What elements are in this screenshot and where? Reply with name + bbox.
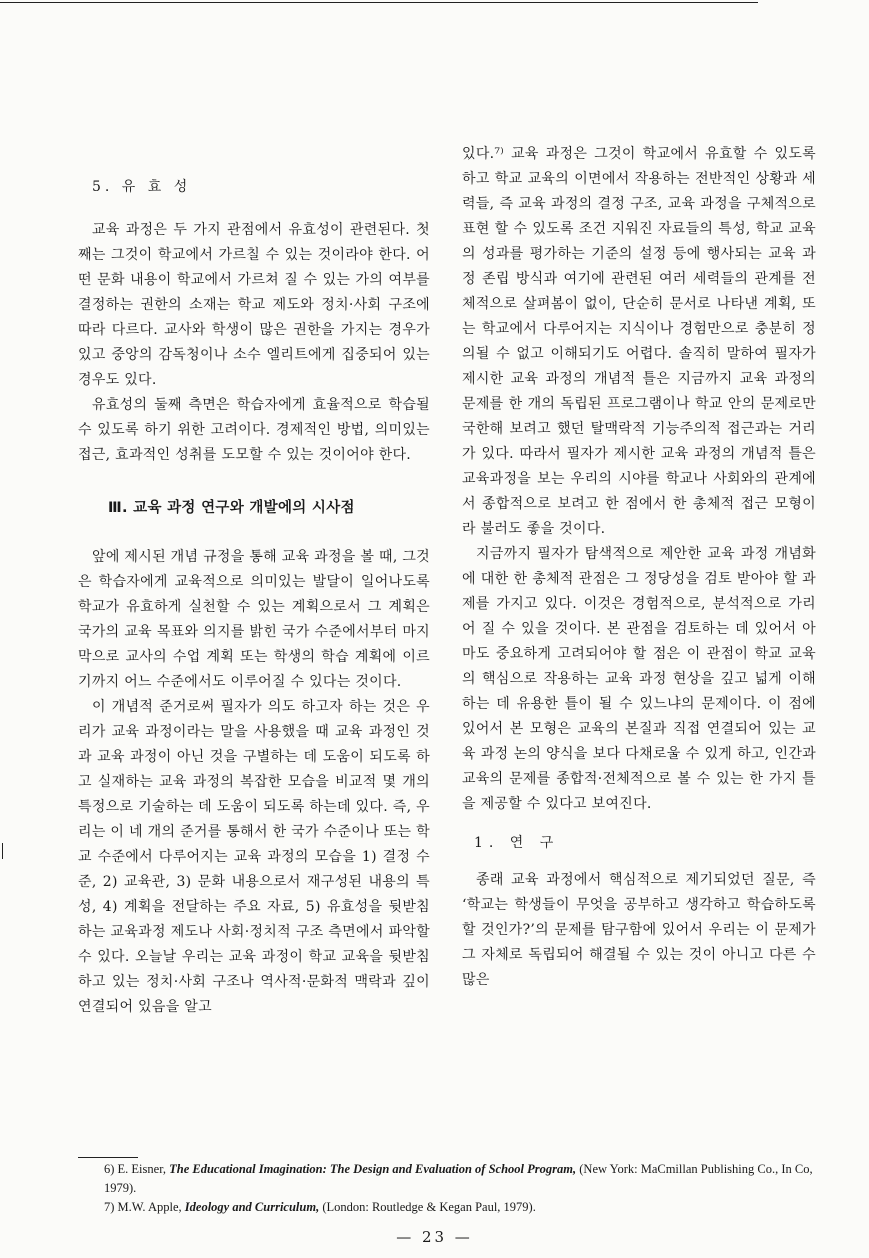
footnote-7-publisher: (London: Routledge & Kegan Paul, 1979). — [319, 1200, 536, 1214]
footnote-6-title: The Educational Imagination: The Design and Evaluation of School Program, — [169, 1162, 577, 1176]
section-3-paragraph-2-continued: 있다.⁷⁾ 교육 과정은 그것이 학교에서 유효할 수 있도록 하고 학교 교육의 이면에서 작용하는 전반적인 상황과 세력들, 즉 교육 과정의 결정 구조, 교육 과정을 구체적으로 표현 할 수 있도록 조건 지워진 자료들의 특성, 학교 교육의 성과를 평가하는 기준의 설정 등에 행사되는 교육 과정 존립 방식과 여기에 관련된 여러 세력들의 관계를 전체적으로 살펴봄이 없이, 단순히 문서로 나타낸 계획, 또는 학교에서 다루어지는 지식이나 경험만으로 충분히 정의될 수 없고 이해되기도 어렵다. 솔직히 말하여 필자가 제시한 교육 과정의 개념적 틀은 지금까지 교육 과정의 문제를 한 개의 독립된 프로그램이나 학교 안의 문제로만 국한해 보려고 했던 탈맥락적 기능주의적 접근과는 거리가 있다. 따라서 필자가 제시한 교육 과정의 개념적 틀은 교육과정을 보는 우리의 시야를 학교나 사회와의 관계에서 종합적으로 보려고 한 점에서 한 총체적 접근 모형이라 불러도 좋을 것이다. — [462, 146, 816, 537]
footnote-7-title: Ideology and Curriculum, — [184, 1200, 320, 1214]
footnote-6-author: 6) E. Eisner, — [104, 1162, 170, 1176]
section-5-paragraph-1: 교육 과정은 두 가지 관점에서 유효성이 관련된다. 첫째는 그것이 학교에서 가르칠 수 있는 것이라야 한다. 어떤 문화 내용이 학교에서 가르쳐 질 수 있는 가의 여부를 결정하는 권한의 소재는 학교 제도와 정치·사회 구조에 따라 다르다. 교사와 학생이 많은 권한을 가지는 경우가 있고 중앙의 감독청이나 소수 엘리트에게 집중되어 있는 경우도 있다. — [78, 222, 430, 388]
page-number: — 23 — — [396, 1228, 473, 1246]
footnote-6 — [78, 1160, 816, 1198]
section-3-paragraph-3: 지금까지 필자가 탐색적으로 제안한 교육 과정 개념화에 대한 한 총체적 관점은 그 정당성을 검토 받아야 할 과제를 가지고 있다. 이것은 경험적으로, 분석적으로 가리어 질 수 있을 것이다. 본 관점을 검토하는 데 있어서 아마도 중요하게 고려되어야 할 점은 이 관점이 학교 교육의 핵심으로 작용하는 교육 과정 현상을 깊고 넓게 이해하는 데 유용한 틀이 될 수 있느냐의 문제이다. 이 점에 있어서 본 모형은 교육의 본질과 직접 연결되어 있는 교육 과정 논의 양식을 보다 다채로울 수 있게 하고, 인간과 교육의 문제를 종합적·전체적으로 볼 수 있는 한 가지 틀을 제공할 수 있다고 보여진다. — [462, 546, 816, 812]
subsection-1-heading: 1. 연 구 — [474, 835, 560, 851]
scan-edge-mark — [2, 843, 3, 859]
section-5-paragraph-2: 유효성의 둘째 측면은 학습자에게 효율적으로 학습될 수 있도록 하기 위한 고려이다. 경제적인 방법, 의미있는 접근, 효과적인 성취를 도모할 수 있는 것이어야 한다. — [78, 397, 430, 463]
footnote-7-author: 7) M.W. Apple, — [104, 1200, 185, 1214]
left-column — [78, 175, 430, 1020]
section-3-heading: Ⅲ. 교육 과정 연구와 개발에의 시사점 — [108, 500, 355, 516]
footnotes — [78, 1160, 816, 1217]
top-rule — [0, 2, 758, 3]
footnote-6-publisher: (New York: MaCmillan Publishing Co., In Co, 1979). — [104, 1162, 813, 1195]
section-5-heading: 5. 유 효 성 — [92, 179, 192, 195]
right-column — [462, 142, 816, 993]
section-3-paragraph-1: 앞에 제시된 개념 규정을 통해 교육 과정을 볼 때, 그것은 학습자에게 교육적으로 의미있는 발달이 일어나도록 학교가 유효하게 실천할 수 있는 계획으로서 그 계획은 국가의 교육 목표와 의지를 밝힌 국가 수준에서부터 마지막으로 교사의 수업 계획 또는 학생의 학습 계획에 이르기까지 어느 수준에서도 이루어질 수 있다는 것이다. — [78, 549, 430, 690]
subsection-1-paragraph-1: 종래 교육 과정에서 핵심적으로 제기되었던 질문, 즉 ‘학교는 학생들이 무엇을 공부하고 생각하고 학습하도록 할 것인가?’의 문제를 탐구함에 있어서 우리는 이 문제가 그 자체로 독립되어 해결될 수 있는 것이 아니고 다른 수 많은 — [462, 872, 816, 988]
footnote-7 — [78, 1198, 816, 1217]
section-3-paragraph-2: 이 개념적 준거로써 필자가 의도 하고자 하는 것은 우리가 교육 과정이라는 말을 사용했을 때 교육 과정인 것과 교육 과정이 아닌 것을 구별하는 데 도움이 되도록 하고 실재하는 교육 과정의 복잡한 모습을 비교적 몇 개의 특정으로 기술하는 데 도움이 되도록 하는데 있다. 즉, 우리는 이 네 개의 준거를 통해서 한 국가 수준이나 또는 학교 수준에서 다루어지는 교육 과정의 모습을 1) 결정 수준, 2) 교육관, 3) 문화 내용으로서 재구성된 내용의 특성, 4) 계획을 전달하는 주요 자료, 5) 유효성을 뒷받침 하는 교육과정 제도나 사회·정치적 구조 측면에서 파악할 수 있다. 오늘날 우리는 교육 과정이 학교 교육을 뒷받침 하고 있는 정치·사회 구조나 역사적·문화적 맥락과 깊이 연결되어 있음을 알고 — [78, 699, 430, 1015]
footnote-rule — [78, 1157, 138, 1158]
